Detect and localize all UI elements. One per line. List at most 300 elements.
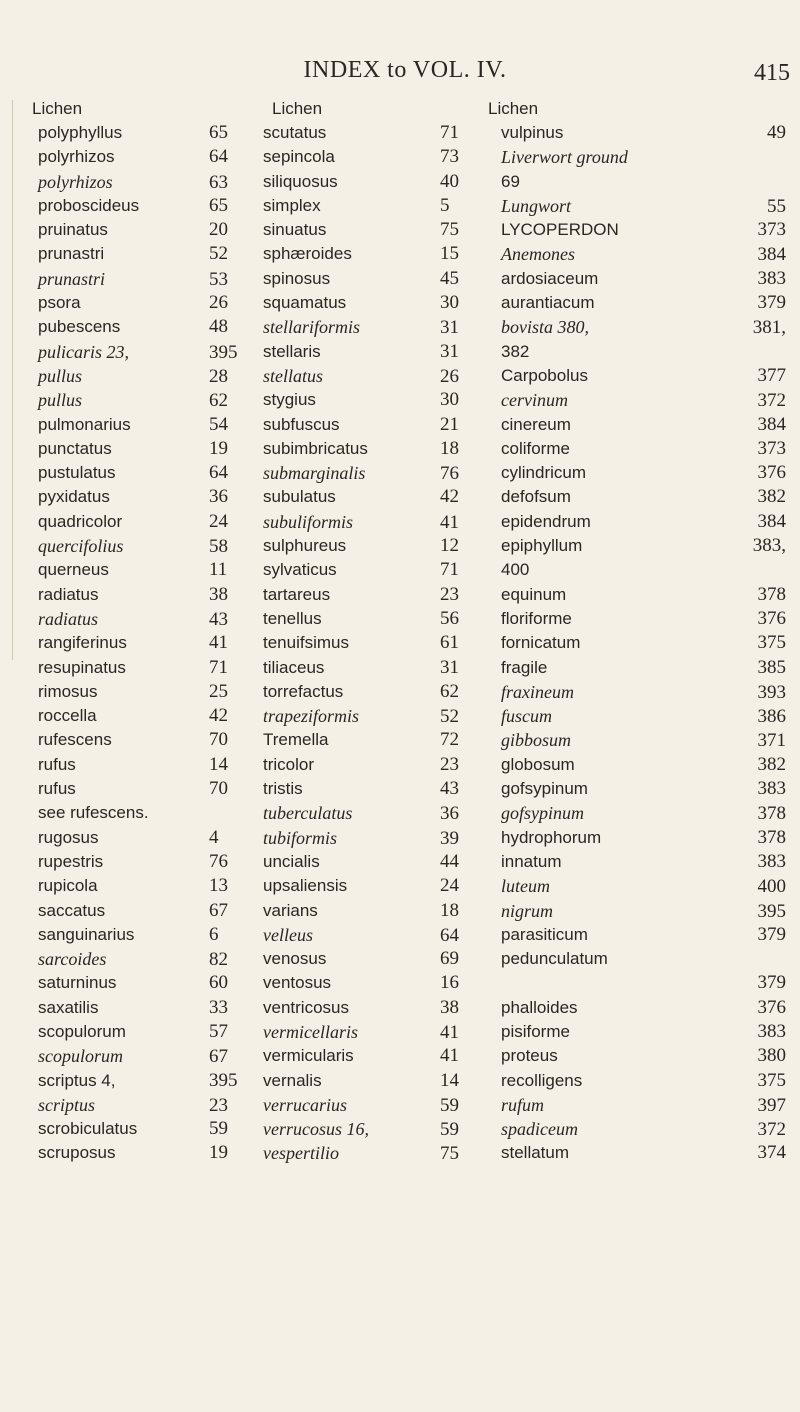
index-entry: [18, 1044, 251, 1068]
entry-term: floriforme: [501, 608, 572, 628]
index-entry: [486, 218, 786, 242]
entry-term: saccatus: [38, 900, 106, 920]
index-entry: [486, 1141, 786, 1165]
entry-term: submarginalis: [263, 463, 366, 484]
entry-page-number: 384: [757, 510, 786, 532]
entry-term: prunastri: [38, 244, 105, 264]
entry-term: subfuscus: [263, 414, 340, 434]
entry-term: sulphureus: [263, 536, 347, 556]
entry-page-number: 82: [209, 949, 228, 971]
index-entry: [260, 850, 480, 874]
entry-page-number: 395: [209, 341, 238, 363]
entry-term: globosum: [501, 754, 575, 774]
entry-term: siliquosus: [263, 171, 338, 191]
entry-term: sphæroides: [263, 244, 352, 264]
entry-term: pisiforme: [501, 1021, 570, 1041]
entry-page-number: 43: [209, 608, 228, 630]
entry-page-number: 23: [209, 1094, 228, 1116]
entry-term: scriptus 4,: [38, 1070, 116, 1090]
entry-term: Tremella: [263, 730, 329, 750]
entry-page-number: 56: [440, 607, 459, 629]
entry-term: defofsum: [501, 487, 571, 507]
index-entry: [18, 218, 251, 242]
entry-list: [18, 121, 251, 1166]
entry-term: pubescens: [38, 317, 121, 337]
index-entry: [486, 583, 786, 607]
index-entry: [486, 923, 786, 947]
entry-page-number: 375: [757, 1069, 786, 1091]
entry-page-number: 379: [757, 972, 786, 994]
entry-page-number: 41: [440, 1045, 459, 1067]
index-column-1: [18, 97, 251, 1166]
index-entry: [486, 777, 786, 801]
index-entry: [18, 753, 251, 777]
entry-page-number: 75: [440, 219, 459, 241]
index-entry: [260, 534, 480, 558]
entry-page-number: 33: [209, 996, 228, 1018]
index-entry: [18, 145, 251, 169]
entry-term: stellariformis: [263, 317, 361, 338]
entry-page-number: 64: [209, 462, 228, 484]
index-entry: [18, 947, 251, 971]
entry-term: gibbosum: [501, 730, 572, 751]
entry-page-number: 379: [757, 292, 786, 314]
entry-page-number: 30: [440, 389, 459, 411]
index-entry: [18, 485, 251, 509]
entry-page-number: 41: [209, 632, 228, 654]
index-entry: [260, 194, 480, 218]
index-entry: [486, 753, 786, 777]
entry-term: radiatus: [38, 584, 99, 604]
entry-page-number: 64: [209, 146, 228, 168]
entry-term: Anemones: [501, 244, 575, 265]
entry-page-number: 71: [209, 656, 228, 678]
index-entry: [260, 826, 480, 850]
entry-page-number: 395: [209, 1069, 238, 1091]
entry-term: rufus: [38, 754, 76, 774]
index-entry: [486, 704, 786, 728]
entry-term: ventricosus: [263, 997, 349, 1017]
entry-term: aurantiacum: [501, 293, 595, 313]
index-entry: [260, 1141, 480, 1165]
entry-page-number: 6: [209, 923, 219, 945]
entry-page-number: 18: [440, 899, 459, 921]
entry-term: see rufescens.: [38, 803, 149, 823]
entry-term: saxatilis: [38, 997, 99, 1017]
entry-term: sylvaticus: [263, 560, 337, 580]
index-entry: [486, 656, 786, 680]
entry-page-number: 28: [209, 365, 228, 387]
index-entry: [486, 728, 786, 752]
page-edge-line: [12, 100, 13, 660]
index-entry: [260, 340, 480, 364]
index-entry: [18, 971, 251, 995]
entry-term: pullus: [38, 365, 83, 386]
entry-page-number: 19: [209, 437, 228, 459]
entry-term: tenellus: [263, 608, 322, 628]
entry-page-number: 53: [209, 268, 228, 290]
entry-term: gofsypinum: [501, 779, 588, 799]
entry-term: vespertilio: [263, 1143, 339, 1164]
entry-term: subimbricatus: [263, 438, 368, 458]
index-entry: [486, 850, 786, 874]
entry-page-number: 44: [440, 850, 459, 872]
index-entry: [18, 242, 251, 266]
entry-term: scopulorum: [38, 1046, 123, 1067]
entry-term: hydrophorum: [501, 827, 602, 847]
index-entry: [486, 170, 786, 194]
index-entry: [486, 558, 786, 582]
index-entry: [260, 315, 480, 339]
entry-page-number: 378: [757, 583, 786, 605]
entry-page-number: 15: [440, 243, 459, 265]
index-entry: [486, 996, 786, 1020]
entry-page-number: 378: [757, 826, 786, 848]
index-entry: [18, 121, 251, 145]
index-entry: [260, 704, 480, 728]
entry-term: luteum: [501, 876, 550, 897]
index-entry: [18, 1117, 251, 1141]
entry-page-number: 73: [440, 146, 459, 168]
index-entry: [260, 971, 480, 995]
entry-term: pedunculatum: [501, 949, 608, 969]
index-entry: [486, 631, 786, 655]
entry-page-number: 59: [440, 1094, 459, 1116]
entry-term: prunastri: [38, 268, 106, 289]
index-entry: [260, 656, 480, 680]
index-entry: [486, 801, 786, 825]
index-entry: [486, 1044, 786, 1068]
entry-term: polyrhizos: [38, 171, 113, 192]
index-entry: [486, 510, 786, 534]
entry-term: proboscideus: [38, 195, 140, 215]
entry-page-number: 67: [209, 1046, 228, 1068]
entry-page-number: 26: [440, 365, 459, 387]
index-entry: [260, 291, 480, 315]
index-entry: [260, 437, 480, 461]
entry-term: fragile: [501, 657, 548, 677]
entry-term: phalloides: [501, 997, 578, 1017]
entry-page-number: 57: [209, 1020, 228, 1042]
entry-page-number: 18: [440, 437, 459, 459]
entry-term: fraxineum: [501, 681, 574, 702]
entry-page-number: 375: [757, 632, 786, 654]
entry-term: tiliaceus: [263, 657, 325, 677]
index-entry: [260, 485, 480, 509]
entry-term: Lungwort: [501, 195, 572, 216]
entry-page-number: 59: [440, 1119, 459, 1141]
index-entry: [18, 631, 251, 655]
entry-page-number: 38: [209, 583, 228, 605]
entry-term: scutatus: [263, 123, 327, 142]
entry-page-number: 70: [209, 778, 228, 800]
index-entry: [486, 1117, 786, 1141]
entry-term: rugosus: [38, 827, 99, 847]
entry-page-number: 379: [757, 923, 786, 945]
entry-page-number: 31: [440, 656, 459, 678]
entry-page-number: 12: [440, 535, 459, 557]
index-entry: [18, 1020, 251, 1044]
index-entry: [486, 485, 786, 509]
entry-page-number: 14: [440, 1069, 459, 1091]
entry-page-number: 11: [209, 559, 228, 581]
entry-term: vernalis: [263, 1070, 322, 1090]
entry-page-number: 383: [757, 850, 786, 872]
entry-page-number: 372: [757, 390, 786, 412]
index-entry: [486, 242, 786, 266]
index-entry: [18, 777, 251, 801]
entry-list: [260, 121, 480, 1166]
entry-page-number: 397: [757, 1094, 786, 1116]
column-heading: Lichen: [32, 99, 83, 118]
index-entry: [18, 510, 251, 534]
index-entry: [260, 558, 480, 582]
index-entry: [18, 534, 251, 558]
index-entry: [486, 826, 786, 850]
entry-page-number: 23: [440, 583, 459, 605]
entry-term: tubiformis: [263, 827, 338, 848]
entry-term: sarcoides: [38, 949, 107, 970]
entry-page-number: 62: [440, 680, 459, 702]
entry-term: ventosus: [263, 973, 332, 993]
index-entry: [486, 145, 786, 169]
index-entry: [260, 947, 480, 971]
index-entry: [486, 1069, 786, 1093]
index-entry: [260, 874, 480, 898]
index-entry: [18, 680, 251, 704]
index-entry: [486, 874, 786, 898]
index-entry: [18, 1141, 251, 1165]
entry-term: verrucosus 16,: [263, 1119, 369, 1140]
entry-term: querneus: [38, 560, 109, 580]
entry-page-number: 13: [209, 875, 228, 897]
index-entry: [486, 437, 786, 461]
index-column-2: [260, 97, 480, 1166]
entry-term: subulatus: [263, 487, 336, 507]
entry-term: verrucarius: [263, 1094, 347, 1115]
entry-page-number: 45: [440, 267, 459, 289]
entry-term: pruinatus: [38, 220, 108, 240]
index-entry: [486, 267, 786, 291]
entry-page-number: 382: [757, 753, 786, 775]
index-entry: [486, 194, 786, 218]
entry-page-number: 36: [209, 486, 228, 508]
index-entry: [18, 413, 251, 437]
entry-term: LYCOPERDON: [501, 220, 619, 240]
index-entry: [486, 534, 786, 558]
entry-page-number: 25: [209, 680, 228, 702]
entry-term: pulmonarius: [38, 414, 131, 434]
entry-page-number: 26: [209, 292, 228, 314]
entry-page-number: 55: [767, 195, 786, 217]
entry-page-number: 376: [757, 607, 786, 629]
index-entry: [260, 996, 480, 1020]
index-entry: [486, 340, 786, 364]
entry-term: scrobiculatus: [38, 1119, 138, 1139]
entry-term: sinuatus: [263, 220, 327, 240]
entry-term: 400: [501, 560, 530, 580]
index-entry: [260, 218, 480, 242]
entry-term: coliforme: [501, 438, 570, 458]
entry-page-number: 38: [440, 996, 459, 1018]
entry-term: cervinum: [501, 390, 568, 411]
entry-page-number: 71: [440, 559, 459, 581]
entry-page-number: 378: [757, 803, 786, 825]
entry-term: scriptus: [38, 1094, 96, 1115]
index-entry: [18, 704, 251, 728]
entry-term: 69: [501, 171, 520, 191]
entry-term: nigrum: [501, 900, 554, 921]
entry-page-number: 16: [440, 972, 459, 994]
index-entry: [260, 121, 480, 145]
entry-term: tuberculatus: [263, 803, 353, 824]
entry-term: quercifolius: [38, 536, 124, 557]
entry-page-number: 48: [209, 316, 228, 338]
index-entry: [260, 1044, 480, 1068]
index-entry: [18, 194, 251, 218]
entry-term: 382: [501, 341, 530, 361]
entry-term: gofsypinum: [501, 803, 584, 824]
index-entry: [18, 291, 251, 315]
entry-page-number: 72: [440, 729, 459, 751]
entry-page-number: 373: [757, 437, 786, 459]
index-entry: [18, 850, 251, 874]
index-entry: [18, 607, 251, 631]
index-entry: [260, 170, 480, 194]
index-entry: [18, 340, 251, 364]
index-entry: [260, 1117, 480, 1141]
index-entry: [18, 364, 251, 388]
entry-page-number: 371: [757, 730, 786, 752]
entry-page-number: 386: [757, 706, 786, 728]
entry-page-number: 377: [757, 364, 786, 386]
entry-term: scopulorum: [38, 1021, 126, 1041]
entry-term: pyxidatus: [38, 487, 110, 507]
index-entry: [486, 971, 786, 995]
entry-page-number: 63: [209, 171, 228, 193]
index-entry: [18, 801, 251, 825]
entry-term: stellaris: [263, 341, 321, 361]
index-entry: [486, 607, 786, 631]
index-entry: [18, 583, 251, 607]
entry-term: tenuifsimus: [263, 633, 349, 653]
entry-term: stellatum: [501, 1143, 570, 1163]
entry-term: vermicularis: [263, 1046, 354, 1066]
entry-list: [486, 121, 786, 1166]
page-number: 415: [754, 60, 790, 86]
entry-page-number: 41: [440, 1021, 459, 1043]
entry-page-number: 76: [209, 850, 228, 872]
entry-page-number: 40: [440, 170, 459, 192]
index-entry: [260, 510, 480, 534]
index-entry: [18, 826, 251, 850]
entry-term: polyphyllus: [38, 123, 123, 142]
entry-term: subuliformis: [263, 511, 354, 532]
entry-term: simplex: [263, 195, 321, 215]
entry-term: radiatus: [38, 608, 99, 629]
entry-page-number: 384: [757, 244, 786, 266]
entry-page-number: 43: [440, 778, 459, 800]
index-entry: [486, 1020, 786, 1044]
index-entry: [486, 461, 786, 485]
entry-page-number: 4: [209, 826, 219, 848]
entry-page-number: 69: [440, 948, 459, 970]
entry-term: rupicola: [38, 876, 98, 896]
entry-term: pullus: [38, 390, 83, 411]
index-entry: [486, 121, 786, 145]
entry-page-number: 383: [757, 778, 786, 800]
entry-page-number: 52: [440, 706, 459, 728]
entry-page-number: 14: [209, 753, 228, 775]
entry-page-number: 372: [757, 1119, 786, 1141]
entry-page-number: 71: [440, 122, 459, 143]
index-entry: [260, 1020, 480, 1044]
index-entry: [18, 874, 251, 898]
index-entry: [260, 364, 480, 388]
index-entry: [260, 680, 480, 704]
entry-page-number: 31: [440, 317, 459, 339]
entry-term: epiphyllum: [501, 536, 583, 556]
entry-page-number: 31: [440, 340, 459, 362]
entry-page-number: 58: [209, 536, 228, 558]
index-entry: [260, 1069, 480, 1093]
entry-page-number: 23: [440, 753, 459, 775]
running-title: INDEX to VOL. IV.: [303, 57, 507, 83]
index-entry: [260, 923, 480, 947]
entry-term: psora: [38, 293, 81, 313]
entry-term: fuscum: [501, 706, 552, 727]
index-entry: [260, 801, 480, 825]
entry-page-number: 30: [440, 292, 459, 314]
entry-term: parasiticum: [501, 924, 588, 944]
entry-term: tristis: [263, 779, 303, 799]
entry-page-number: 49: [767, 122, 786, 143]
index-entry: [486, 947, 786, 971]
entry-page-number: 382: [757, 486, 786, 508]
entry-term: pustulatus: [38, 463, 116, 483]
entry-page-number: 76: [440, 463, 459, 485]
entry-page-number: 65: [209, 122, 228, 143]
entry-term: Liverwort ground: [501, 147, 628, 168]
entry-page-number: 41: [440, 511, 459, 533]
index-entry: [260, 777, 480, 801]
entry-term: spadiceum: [501, 1119, 578, 1140]
entry-term: ardosiaceum: [501, 268, 599, 288]
entry-page-number: 21: [440, 413, 459, 435]
entry-term: tartareus: [263, 584, 331, 604]
entry-page-number: 373: [757, 219, 786, 241]
column-heading: Lichen: [272, 99, 323, 118]
index-entry: [18, 170, 251, 194]
entry-page-number: 383: [757, 267, 786, 289]
entry-term: Carpobolus: [501, 365, 588, 385]
index-entry: [18, 315, 251, 339]
entry-term: polyrhizos: [38, 147, 115, 167]
index-entry: [486, 388, 786, 412]
index-entry: [486, 291, 786, 315]
index-entry: [18, 1069, 251, 1093]
index-entry: [18, 996, 251, 1020]
entry-term: upsaliensis: [263, 876, 348, 896]
index-entry: [260, 1093, 480, 1117]
entry-page-number: 376: [757, 996, 786, 1018]
entry-page-number: 376: [757, 462, 786, 484]
entry-page-number: 54: [209, 413, 228, 435]
entry-term: vulpinus: [501, 123, 564, 142]
entry-page-number: 24: [209, 510, 228, 532]
entry-page-number: 380: [757, 1045, 786, 1067]
entry-term: innatum: [501, 851, 562, 871]
